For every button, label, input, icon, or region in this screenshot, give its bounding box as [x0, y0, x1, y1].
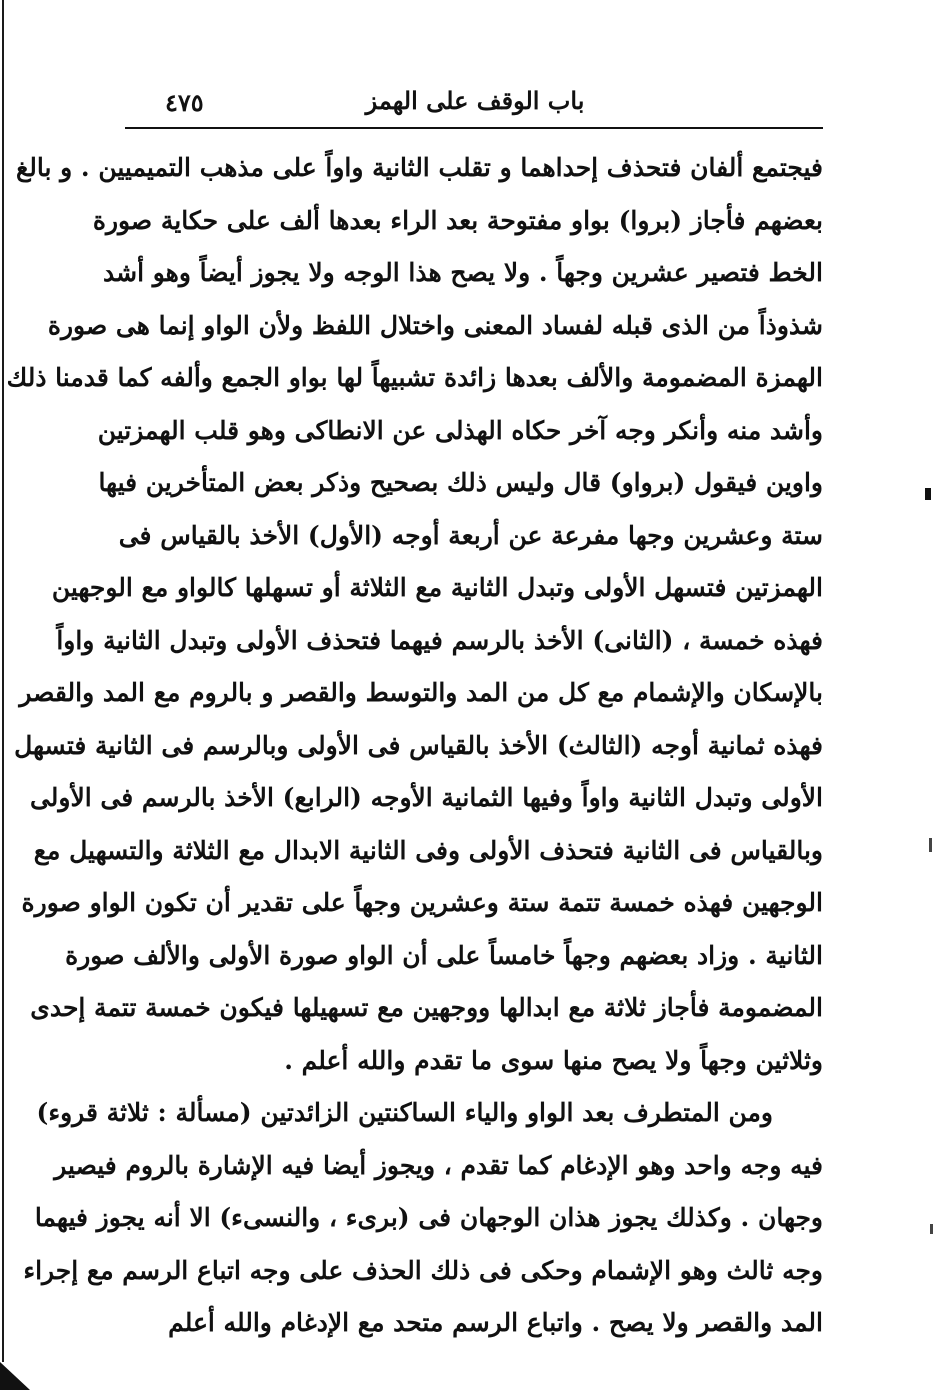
text-line: فيجتمع ألفان فتحذف إحداهما و تقلب الثانية واواً على مذهب التميميين . و بالغ	[15, 153, 823, 182]
text-line: المد والقصر ولا يصح . واتباع الرسم متحد مع الإدغام والله أعلم	[168, 1308, 823, 1337]
page-edge-mark	[929, 838, 932, 852]
page-edge-mark	[930, 1224, 933, 1234]
header-rule	[125, 127, 823, 129]
text-line: الهمزة المضمومة والألف بعدها زائدة تشبيهاً لها بواو الجمع وألفه كما قدمنا ذلك	[6, 363, 823, 392]
text-line: وبالقياس فى الثانية فتحذف الأولى وفى الثانية الابدال مع الثلاثة والتسهيل مع	[33, 835, 823, 865]
text-line: ومن المتطرف بعد الواو والياء الساكنتين الزائدتين (مسألة : ثلاثة قروء)	[36, 1098, 773, 1127]
text-line: وجه ثالث وهو الإشمام وحكى فى ذلك الحذف على وجه اتباع الرسم مع إجراء	[23, 1255, 823, 1285]
page-header	[125, 86, 825, 126]
text-line: الوجهين فهذه خمسة تتمة ستة وعشرين وجهاً على تقدير أن تكون الواو صورة	[21, 888, 823, 917]
text-line: الخط فتصير عشرين وجهاً . ولا يصح هذا الوجه ولا يجوز أيضاً وهو أشد	[103, 258, 823, 287]
text-line: وأشد منه وأنكر وجه آخر حكاه الهذلى عن الانطاكى وهو قلب الهمزتين	[97, 415, 823, 445]
page-number: ٤٧٥	[165, 88, 204, 117]
text-line: واوين فيقول (برواو) قال وليس ذلك بصحيح وذكر بعض المتأخرين فيها	[98, 468, 823, 497]
corner-mark	[0, 1362, 30, 1390]
running-title: باب الوقف على الهمز	[365, 86, 585, 115]
text-line: ستة وعشرين وجها مفرعة عن أربعة أوجه (الأول) الأخذ بالقياس فى	[118, 520, 823, 550]
text-line: وجهان . وكذلك يجوز هذان الوجهان فى (برىء ، والنسىء) الا أنه يجوز فيهما	[34, 1203, 823, 1232]
text-line: فهذه خمسة ، (الثانى) الأخذ بالرسم فيهما فتحذف الأولى وتبدل الثانية واواً	[56, 625, 823, 655]
text-line: الأولى وتبدل الثانية واواً وفيها الثمانية الأوجه (الرابع) الأخذ بالرسم فى الأولى	[29, 783, 823, 812]
text-line: المضمومة فأجاز ثلاثة مع ابدالها ووجهين مع تسهيلها فيكون خمسة تتمة إحدى	[30, 993, 823, 1022]
page-edge-rule	[2, 0, 4, 1362]
text-line: وثلاثين وجهاً ولا يصح منها سوى ما تقدم والله أعلم .	[284, 1045, 823, 1075]
text-line: شذوذاً من الذى قبله لفساد المعنى واختلال اللفظ ولأن الواو إنما هى صورة	[47, 310, 823, 340]
text-line: الثانية . وزاد بعضهم وجهاً خامساً على أن الواو صورة الأولى والألف صورة	[65, 940, 823, 970]
text-line: فهذه ثمانية أوجه (الثالث) الأخذ بالقياس فى الأولى وبالرسم فى الثانية فتسهل	[14, 730, 823, 760]
text-line: الهمزتين فتسهل الأولى وتبدل الثانية مع الثلاثة أو تسهلها كالواو مع الوجهين	[51, 573, 823, 602]
page-edge-mark	[925, 488, 931, 500]
text-line: بالإسكان والإشمام مع كل من المد والتوسط والقصر و بالروم مع المد والقصر	[19, 678, 823, 707]
text-line: بعضهم فأجاز (بروا) بواو مفتوحة بعد الراء بعدها ألف على حكاية صورة	[92, 205, 823, 235]
text-line: فيه وجه واحد وهو الإدغام كما تقدم ، ويجوز أيضا فيه الإشارة بالروم فيصير	[54, 1150, 823, 1180]
body-text	[6, 142, 823, 1350]
